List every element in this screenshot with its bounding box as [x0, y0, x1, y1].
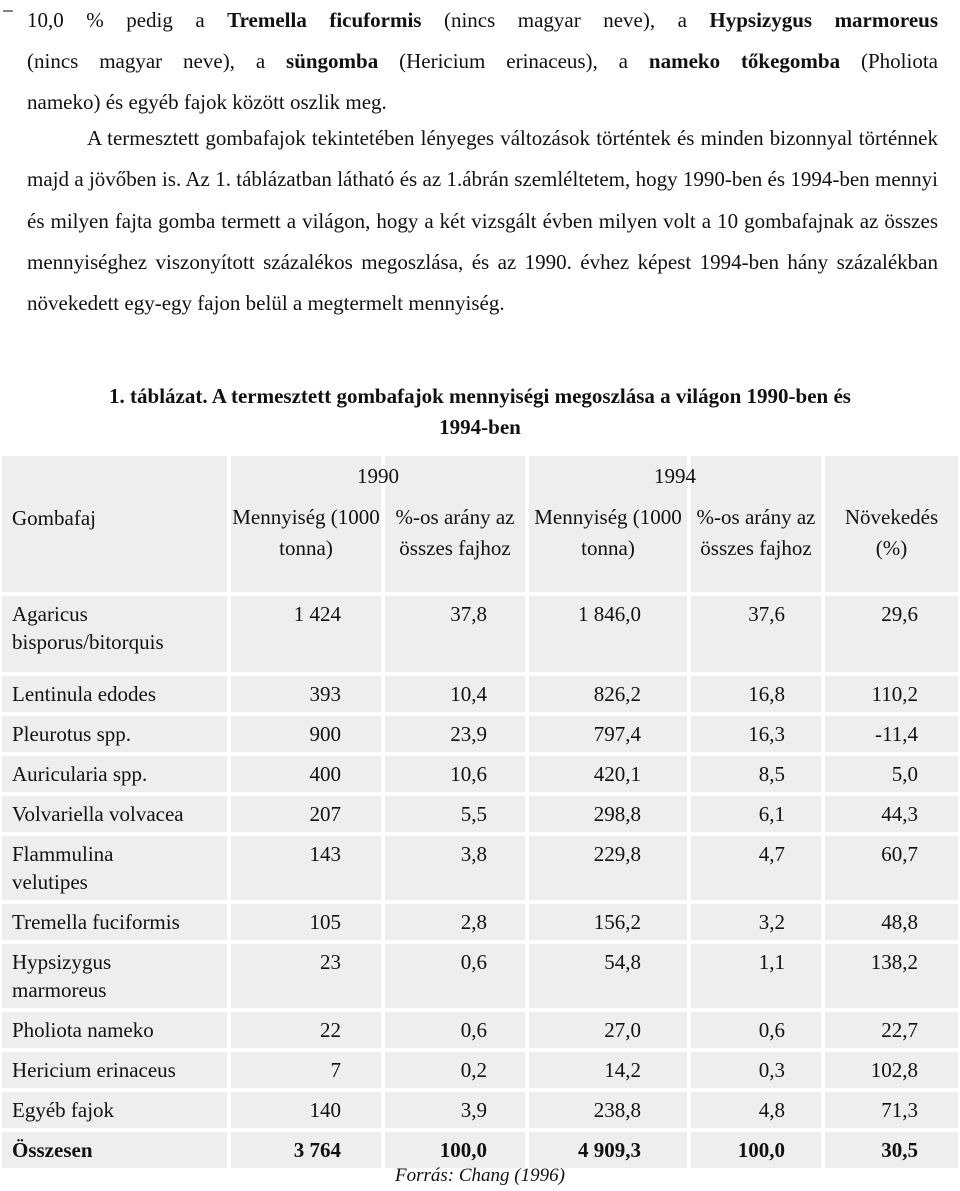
year-1994: 1994: [654, 464, 696, 488]
cell-share-1990: 0,6: [460, 1018, 487, 1042]
header-share-1994: %-os arány az összes fajhoz: [696, 505, 816, 560]
cell-species: Hericium erinaceus: [12, 1058, 176, 1082]
cell-share-1994: 1,1: [758, 950, 785, 974]
cell-species: Pleurotus spp.: [12, 722, 132, 746]
cell-species: Tremella fuciformis: [12, 910, 180, 934]
table-row: [0, 1012, 960, 1048]
cell-growth: 110,2: [871, 682, 918, 706]
table-total-row: [0, 1132, 960, 1168]
header-qty-1990: Mennyiség (1000 tonna): [232, 505, 380, 560]
cell-share-1990: 0,2: [460, 1058, 487, 1082]
cell-share-1994: 0,3: [758, 1058, 785, 1082]
cell-growth: 44,3: [881, 802, 918, 826]
cell-share-1990: 3,8: [460, 842, 487, 866]
cell-share-1994: 4,8: [758, 1098, 785, 1122]
body-paragraph: A termesztett gombafajok tekintetében lényeges változások történtek és minden bizonnyal történnek majd a jövőben is. Az 1. táblázatban látható és az 1.ábrán szemléltetem, hogy 1990-ben és 1994-ben mennyi és milyen fajta gomba termett a világon, hogy a két vizsgált évben milyen volt a 10 gombafajnak az összes mennyiséghez viszonyított százalékos megoszlása, és az 1990. évhez képest 1994-ben hány százalékban növekedett egy-egy fajon belül a megtermelt mennyiség.: [27, 126, 938, 316]
cell-share-1994: 6,1: [758, 802, 785, 826]
header-share-1990: %-os arány az összes fajhoz: [395, 505, 515, 560]
cell-growth: 30,5: [881, 1138, 918, 1162]
cell-qty-1990: 143: [309, 842, 341, 866]
cell-qty-1990: 3 764: [293, 1138, 341, 1162]
cell-qty-1994: 229,8: [593, 842, 641, 866]
header-growth: Növekedés (%): [844, 505, 939, 560]
cell-species: Volvariella volvacea: [12, 802, 184, 826]
cell-growth: 22,7: [881, 1018, 918, 1042]
cell-share-1990: 5,5: [460, 802, 487, 826]
cell-share-1990: 0,6: [460, 950, 487, 974]
cell-share-1990: 37,8: [450, 602, 487, 626]
cell-qty-1990: 900: [309, 722, 341, 746]
cell-species: Összesen: [12, 1138, 93, 1162]
cell-growth: 138,2: [870, 950, 918, 974]
cell-qty-1994: 54,8: [604, 950, 641, 974]
cell-qty-1990: 7: [330, 1058, 341, 1082]
cell-qty-1990: 393: [309, 682, 341, 706]
cell-qty-1990: 22: [320, 1018, 341, 1042]
cell-species: Agaricus bisporus/bitorquis: [12, 602, 164, 654]
cell-share-1994: 4,7: [758, 842, 785, 866]
cell-share-1990: 100,0: [439, 1138, 487, 1162]
table-row: [0, 756, 960, 792]
cell-share-1994: 16,8: [748, 682, 785, 706]
cell-share-1994: 8,5: [758, 762, 785, 786]
cell-share-1994: 3,2: [758, 910, 785, 934]
table-source: Forrás: Chang (1996): [395, 1165, 565, 1186]
cell-share-1990: 10,4: [450, 682, 487, 706]
cell-share-1994: 0,6: [758, 1018, 785, 1042]
table-header-row: [0, 456, 960, 592]
cell-species: Auricularia spp.: [12, 762, 148, 786]
cell-qty-1990: 207: [309, 802, 341, 826]
cell-species: Pholiota nameko: [12, 1018, 154, 1042]
cell-qty-1994: 14,2: [604, 1058, 641, 1082]
cell-share-1990: 3,9: [460, 1098, 487, 1122]
cell-qty-1990: 105: [309, 910, 341, 934]
cell-qty-1994: 156,2: [593, 910, 641, 934]
cell-qty-1994: 826,2: [593, 682, 641, 706]
table-row: [0, 944, 960, 1008]
cell-qty-1994: 420,1: [593, 762, 641, 786]
year-1990: 1990: [357, 464, 399, 488]
cell-growth: 102,8: [870, 1058, 918, 1082]
cell-qty-1990: 400: [309, 762, 341, 786]
cell-species: Egyéb fajok: [12, 1098, 115, 1122]
cell-share-1994: 100,0: [737, 1138, 785, 1162]
cell-share-1994: 16,3: [748, 722, 785, 746]
cell-species: Lentinula edodes: [12, 682, 157, 706]
intro-text-line2: (nincs magyar neve), a süngomba (Hericium erinaceus), a nameko tőkegomba (Pholiota: [27, 49, 938, 73]
intro-text-line3: nameko) és egyéb fajok között oszlik meg.: [27, 90, 387, 114]
cell-share-1990: 2,8: [460, 910, 487, 934]
cell-growth: 5,0: [891, 762, 918, 786]
cell-qty-1994: 27,0: [604, 1018, 641, 1042]
cell-growth: -11,4: [875, 722, 918, 746]
cell-share-1990: 23,9: [450, 722, 487, 746]
cell-qty-1990: 140: [309, 1098, 341, 1122]
table-caption: 1. táblázat. A termesztett gombafajok mennyiségi megoszlása a világon 1990-ben és 1994-ben: [109, 384, 851, 439]
list-dash: −: [2, 0, 14, 23]
cell-share-1994: 37,6: [748, 602, 785, 626]
cell-species: Hypsizygus marmoreus: [12, 950, 112, 1002]
header-qty-1994: Mennyiség (1000 tonna): [534, 505, 682, 560]
cell-qty-1994: 298,8: [593, 802, 641, 826]
cell-qty-1994: 238,8: [593, 1098, 641, 1122]
table-row: [0, 676, 960, 712]
cell-growth: 71,3: [881, 1098, 918, 1122]
cell-growth: 48,8: [881, 910, 918, 934]
cell-species: Flammulina velutipes: [12, 842, 114, 894]
cell-growth: 29,6: [881, 602, 918, 626]
table-row: [0, 716, 960, 752]
cell-qty-1994: 1 846,0: [578, 602, 641, 626]
cell-qty-1990: 23: [320, 950, 341, 974]
cell-qty-1990: 1 424: [293, 602, 341, 626]
cell-growth: 60,7: [881, 842, 918, 866]
table-row: [0, 904, 960, 940]
table-row: [0, 1052, 960, 1088]
cell-qty-1994: 4 909,3: [578, 1138, 641, 1162]
table-row: [0, 836, 960, 900]
intro-text: 10,0 % pedig a Tremella ficuformis (nincs magyar neve), a Hypsizygus marmoreus: [27, 8, 938, 32]
table-row: [0, 596, 960, 672]
table-row: [0, 796, 960, 832]
table-row: [0, 1092, 960, 1128]
header-species: Gombafaj: [12, 506, 96, 530]
cell-qty-1994: 797,4: [593, 722, 641, 746]
cell-share-1990: 10,6: [450, 762, 487, 786]
